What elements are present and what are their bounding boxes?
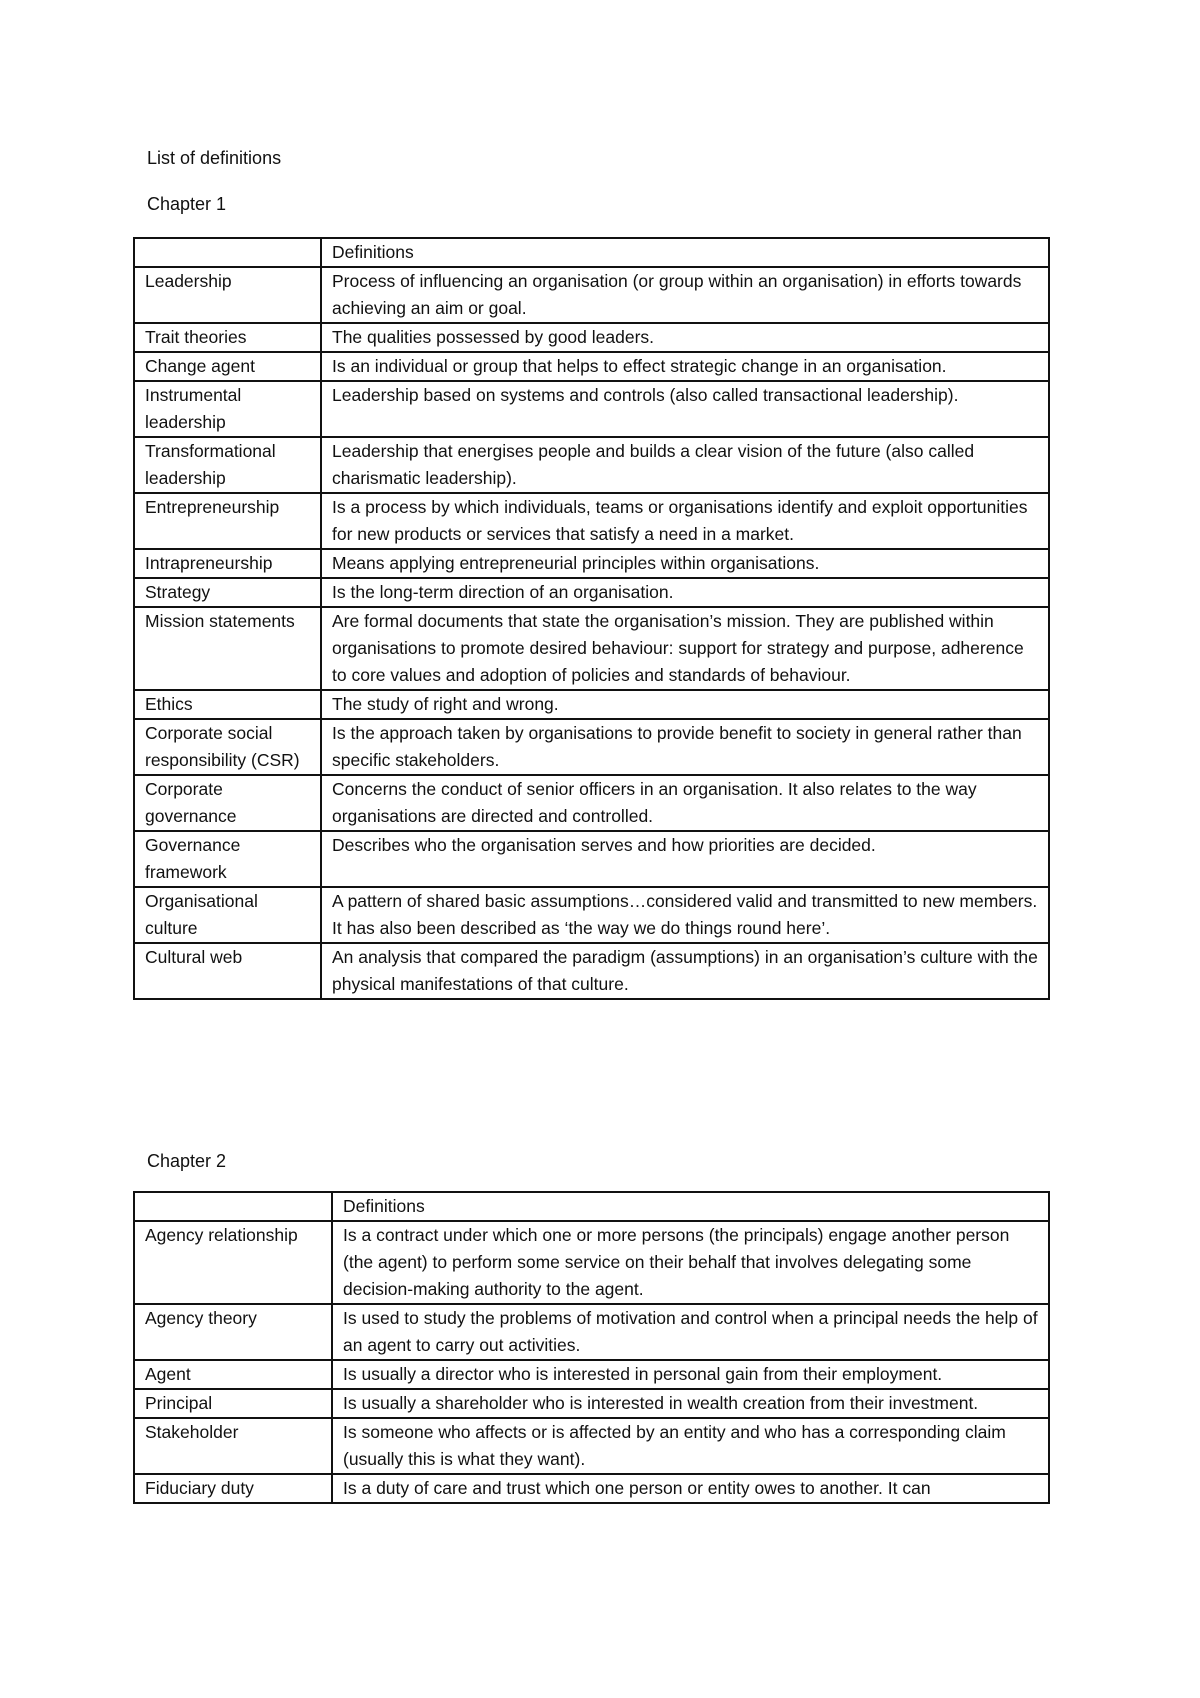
table-row [134,381,1049,437]
definitions-header: Definitions [321,238,1049,267]
table-row [134,690,1049,719]
term-cell: Intrapreneurship [134,549,321,578]
term-cell: Entrepreneurship [134,493,321,549]
table-row [134,887,1049,943]
term-cell: Corporate governance [134,775,321,831]
definition-cell: Is the long-term direction of an organisation. [321,578,1049,607]
definition-cell: The qualities possessed by good leaders. [321,323,1049,352]
term-cell: Leadership [134,267,321,323]
definition-cell: An analysis that compared the paradigm (assumptions) in an organisation’s culture with the physical manifestations of that culture. [321,943,1049,999]
table-row [134,1221,1049,1304]
definition-cell: Is a process by which individuals, teams or organisations identify and exploit opportunities for new products or services that satisfy a need in a market. [321,493,1049,549]
definition-cell: Are formal documents that state the organisation’s mission. They are published within organisations to promote desired behaviour: support for strategy and purpose, adherence to core values and adoption of policies and standards of behaviour. [321,607,1049,690]
term-cell: Principal [134,1389,332,1418]
definition-cell: Is a contract under which one or more persons (the principals) engage another person (the agent) to perform some service on their behalf that involves delegating some decision-making authority to the agent. [332,1221,1049,1304]
table-header-row [134,238,1049,267]
term-cell: Change agent [134,352,321,381]
table-row [134,831,1049,887]
table-row [134,607,1049,690]
term-cell: Fiduciary duty [134,1474,332,1503]
definition-cell: A pattern of shared basic assumptions…considered valid and transmitted to new members. It has also been described as ‘the way we do things round here’. [321,887,1049,943]
definition-cell: Is usually a shareholder who is interested in wealth creation from their investment. [332,1389,1049,1418]
definition-cell: Process of influencing an organisation (or group within an organisation) in efforts towards achieving an aim or goal. [321,267,1049,323]
table-row [134,1389,1049,1418]
term-cell: Organisational culture [134,887,321,943]
table-row [134,267,1049,323]
chapter-2-rows [134,1221,1049,1503]
term-cell: Agent [134,1360,332,1389]
table-row [134,943,1049,999]
definition-cell: Is an individual or group that helps to effect strategic change in an organisation. [321,352,1049,381]
term-cell: Agency relationship [134,1221,332,1304]
table-row [134,1418,1049,1474]
term-header-cell [134,238,321,267]
term-cell: Stakeholder [134,1418,332,1474]
definition-cell: Concerns the conduct of senior officers in an organisation. It also relates to the way organisations are directed and controlled. [321,775,1049,831]
definition-cell: Is usually a director who is interested in personal gain from their employment. [332,1360,1049,1389]
table-header-row [134,1192,1049,1221]
chapter-2-definitions-table [133,1191,1050,1504]
term-cell: Cultural web [134,943,321,999]
definition-cell: Leadership that energises people and builds a clear vision of the future (also called charismatic leadership). [321,437,1049,493]
page-title: List of definitions [147,148,282,168]
definition-cell: The study of right and wrong. [321,690,1049,719]
table-row [134,1360,1049,1389]
chapter-1-definitions-table [133,237,1050,1000]
definition-cell: Leadership based on systems and controls (also called transactional leadership). [321,381,1049,437]
term-cell: Transformational leadership [134,437,321,493]
table-row [134,719,1049,775]
term-cell: Trait theories [134,323,321,352]
definition-cell: Is someone who affects or is affected by an entity and who has a corresponding claim (usually this is what they want). [332,1418,1049,1474]
table-row [134,493,1049,549]
definition-cell: Means applying entrepreneurial principles within organisations. [321,549,1049,578]
table-row [134,352,1049,381]
term-cell: Instrumental leadership [134,381,321,437]
term-cell: Governance framework [134,831,321,887]
chapter-2-heading: Chapter 2 [147,1151,227,1171]
chapter-1-heading: Chapter 1 [147,194,227,214]
table-row [134,1474,1049,1503]
definition-cell: Describes who the organisation serves and how priorities are decided. [321,831,1049,887]
chapter-1-rows [134,267,1049,999]
table-row [134,1304,1049,1360]
definition-cell: Is a duty of care and trust which one person or entity owes to another. It can [332,1474,1049,1503]
table-row [134,775,1049,831]
term-cell: Strategy [134,578,321,607]
term-cell: Mission statements [134,607,321,690]
table-row [134,549,1049,578]
term-cell: Agency theory [134,1304,332,1360]
table-row [134,437,1049,493]
term-header-cell [134,1192,332,1221]
definition-cell: Is the approach taken by organisations to provide benefit to society in general rather than specific stakeholders. [321,719,1049,775]
term-cell: Ethics [134,690,321,719]
definitions-header: Definitions [332,1192,1049,1221]
term-cell: Corporate social responsibility (CSR) [134,719,321,775]
definition-cell: Is used to study the problems of motivation and control when a principal needs the help of an agent to carry out activities. [332,1304,1049,1360]
table-row [134,578,1049,607]
table-row [134,323,1049,352]
